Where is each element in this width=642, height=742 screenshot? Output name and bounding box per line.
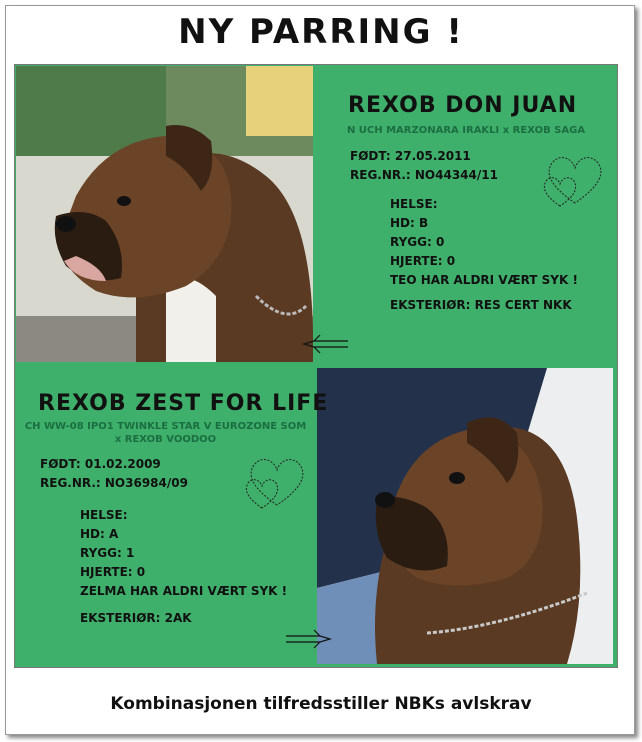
dog2-pedigree — [16, 420, 315, 446]
footer-text: Kombinasjonen tilfredsstiller NBKs avlskrav — [110, 694, 532, 714]
page-title: NY PARRING ! — [178, 12, 464, 52]
dog2-health-header: HELSE: — [80, 508, 128, 522]
dog1-pedigree: N UCH MARZONARA IRAKLI x REXOB SAGA — [346, 125, 586, 136]
dog1-reg: REG.NR.: NO44344/11 — [350, 168, 498, 182]
hearts-icon — [242, 450, 312, 512]
hearts-icon — [540, 148, 610, 210]
dog2-reg: REG.NR.: NO36984/09 — [40, 476, 188, 490]
dog1-note: TEO HAR ALDRI VÆRT SYK ! — [390, 273, 578, 287]
dog1-rygg: RYGG: 0 — [390, 235, 445, 249]
arrow-right-icon — [284, 629, 334, 649]
dog2-rygg: RYGG: 1 — [80, 546, 135, 560]
boxer-dog-photo — [317, 368, 613, 664]
dog2-name: REXOB ZEST FOR LIFE — [38, 391, 329, 416]
dog1-health-header: HELSE: — [390, 197, 438, 211]
dog2-pedigree-line2: x REXOB VOODOO — [114, 434, 217, 445]
dog2-health — [80, 506, 287, 601]
dog2-born: FØDT: 01.02.2009 — [40, 457, 161, 471]
dog2-pedigree-line1: CH WW-08 IPO1 TWINKLE STAR V EUROZONE SOM — [24, 421, 307, 432]
dog1-name: REXOB DON JUAN — [348, 93, 578, 118]
dog2-hd: HD: A — [80, 527, 119, 541]
dog1-hjerte: HJERTE: 0 — [390, 254, 456, 268]
dog1-born: FØDT: 27.05.2011 — [350, 149, 471, 163]
arrow-left-icon — [300, 334, 350, 354]
dog1-exterior: EKSTERIØR: RES CERT NKK — [390, 298, 572, 312]
dog2-note: ZELMA HAR ALDRI VÆRT SYK ! — [80, 584, 288, 598]
dog2-exterior: EKSTERIØR: 2AK — [80, 611, 192, 625]
dog2-birth-reg — [40, 455, 188, 493]
dog1-birth-reg — [350, 147, 498, 185]
dog1-photo — [16, 66, 313, 362]
dog2-hjerte: HJERTE: 0 — [80, 565, 146, 579]
dog2-photo — [317, 368, 613, 664]
dog1-hd: HD: B — [390, 216, 429, 230]
boxer-dog-photo — [16, 66, 313, 362]
